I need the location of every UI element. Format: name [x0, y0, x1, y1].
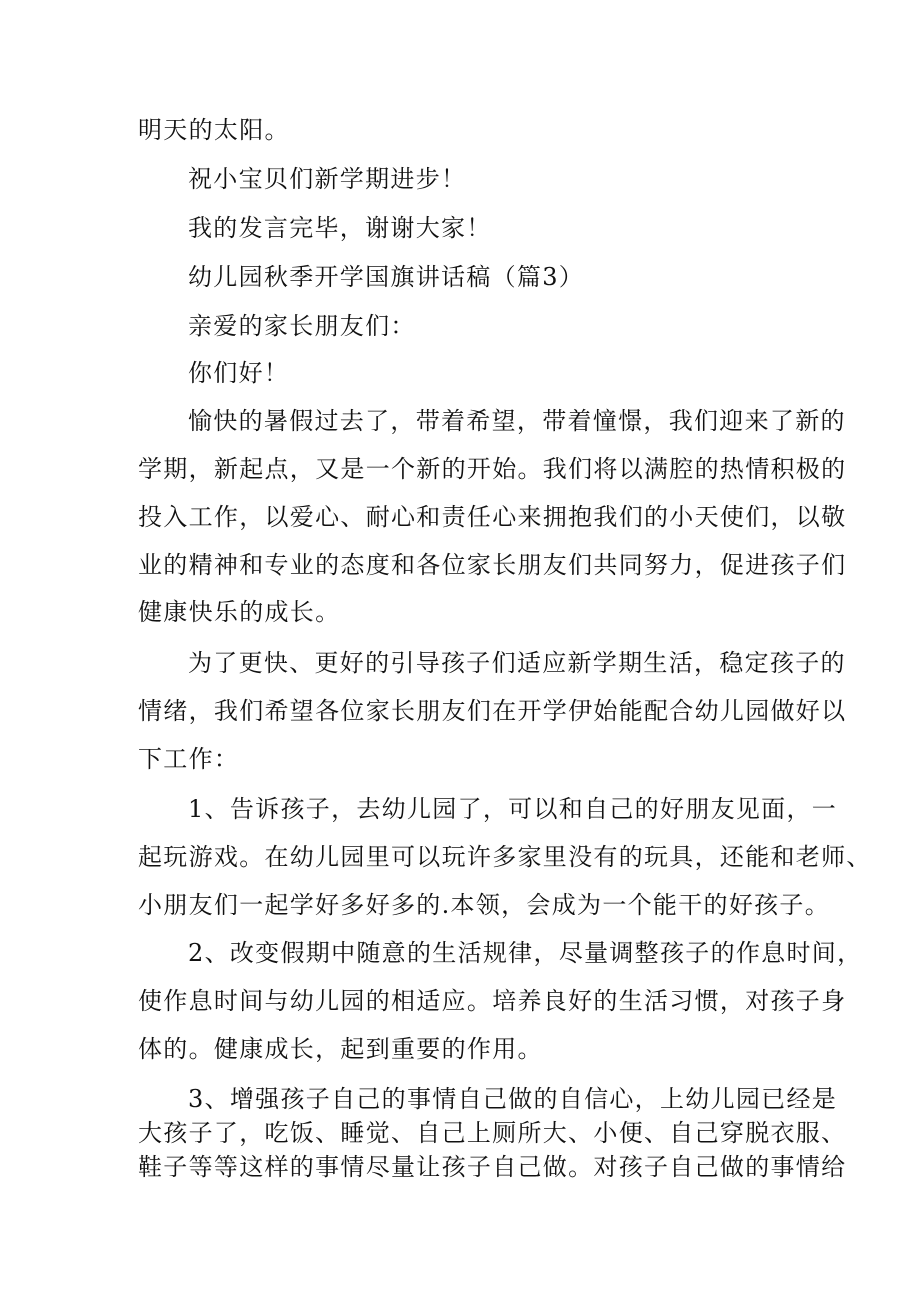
salutation: 亲爱的家长朋友们：	[188, 312, 416, 340]
text-line: 为了更快、更好的引导孩子们适应新学期生活，稳定孩子的	[188, 649, 846, 677]
section-heading: 幼儿园秋季开学国旗讲话稿（篇3）	[188, 263, 585, 291]
list-item-2: 2、改变假期中随意的生活规律，尽量调整孩子的作息时间，	[188, 939, 863, 967]
text-line: 愉快的暑假过去了，带着希望，带着憧憬，我们迎来了新的	[188, 407, 846, 435]
text-line: 业的精神和专业的态度和各位家长朋友们共同努力，促进孩子们	[138, 551, 847, 579]
text-line: 情绪，我们希望各位家长朋友们在开学伊始能配合幼儿园做好以	[138, 697, 847, 725]
list-item-1: 1、告诉孩子，去幼儿园了，可以和自己的好朋友见面，一	[188, 795, 838, 823]
text-line: 学期，新起点，又是一个新的开始。我们将以满腔的热情积极的	[138, 455, 847, 483]
text-line: 大孩子了，吃饭、睡觉、自己上厕所大、小便、自己穿脱衣服、	[138, 1119, 847, 1147]
text-line: 小朋友们一起学好多好多的.本领，会成为一个能干的好孩子。	[138, 891, 831, 919]
text-line: 明天的太阳。	[138, 116, 290, 144]
text-line: 使作息时间与幼儿园的相适应。培养良好的生活习惯，对孩子身	[138, 987, 847, 1015]
text-line: 体的。健康成长，起到重要的作用。	[138, 1035, 543, 1063]
list-item-3: 3、增强孩子自己的事情自己做的自信心，上幼儿园已经是	[188, 1085, 838, 1113]
greeting: 你们好！	[188, 359, 290, 387]
text-line: 投入工作，以爱心、耐心和责任心来拥抱我们的小天使们，以敬	[138, 503, 847, 531]
text-line: 下工作：	[138, 745, 240, 773]
text-line: 我的发言完毕，谢谢大家！	[188, 214, 492, 242]
text-line: 祝小宝贝们新学期进步！	[188, 165, 467, 193]
text-line: 健康快乐的成长。	[138, 598, 341, 626]
text-line: 鞋子等等这样的事情尽量让孩子自己做。对孩子自己做的事情给	[138, 1153, 847, 1181]
text-line: 起玩游戏。在幼儿园里可以玩许多家里没有的玩具，还能和老师、	[138, 843, 872, 871]
